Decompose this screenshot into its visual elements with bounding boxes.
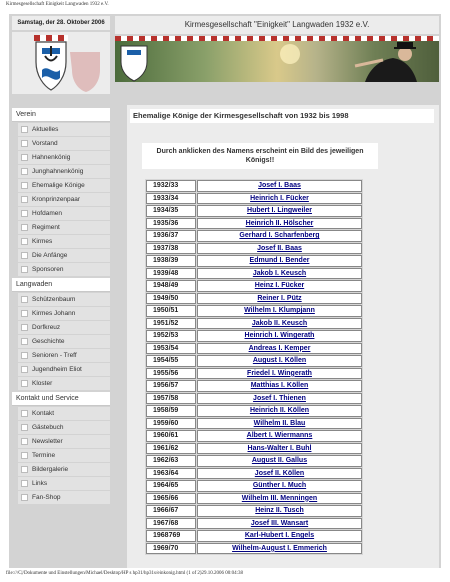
king-name-link[interactable]: Heinz I. Fücker	[254, 282, 305, 290]
king-name-cell	[197, 293, 362, 305]
king-name-cell	[197, 243, 362, 255]
bullet-icon	[21, 410, 28, 417]
king-name-cell	[197, 493, 362, 505]
page-container	[9, 14, 441, 568]
table-row	[146, 443, 362, 455]
king-name-cell	[197, 305, 362, 317]
reign-year: 1934/35	[146, 205, 196, 217]
king-name-cell	[197, 455, 362, 467]
king-name-link[interactable]: August II. Gallus	[251, 457, 308, 465]
bullet-icon	[21, 296, 28, 303]
reign-year: 1935/36	[146, 218, 196, 230]
nav-item-gaestebuch[interactable]: Gästebuch	[18, 421, 110, 434]
king-name-link[interactable]: Hans-Walter I. Buhl	[247, 444, 312, 452]
reign-year: 1962/63	[146, 455, 196, 467]
table-row	[146, 293, 362, 305]
bullet-icon	[21, 266, 28, 273]
king-name-cell	[197, 355, 362, 367]
king-name-cell	[197, 480, 362, 492]
reign-year: 1955/56	[146, 368, 196, 380]
reign-year: 1969/70	[146, 543, 196, 555]
table-row	[146, 455, 362, 467]
table-row	[146, 368, 362, 380]
main-content	[127, 105, 439, 568]
table-row	[146, 205, 362, 217]
king-name-link[interactable]: Matthias I. Köllen	[250, 382, 309, 390]
king-name-cell	[197, 430, 362, 442]
nav-item-aktuelles[interactable]: Aktuelles	[18, 123, 110, 136]
sidebar-nav	[12, 106, 110, 505]
table-row	[146, 380, 362, 392]
nav-item-kronprinzenpaar[interactable]: Kronprinzenpaar	[18, 193, 110, 206]
reign-year: 1953/54	[146, 343, 196, 355]
nav-item-links[interactable]: Links	[18, 477, 110, 490]
nav-item-regiment[interactable]: Regiment	[18, 221, 110, 234]
bullet-icon	[21, 480, 28, 487]
king-name-cell	[197, 205, 362, 217]
club-crest-icon	[12, 32, 110, 94]
king-name-link[interactable]: Edmund I. Bender	[249, 257, 310, 265]
reign-year: 1950/51	[146, 305, 196, 317]
reign-year: 1932/33	[146, 180, 196, 192]
nav-item-newsletter[interactable]: Newsletter	[18, 435, 110, 448]
nav-item-junghahnenkoenig[interactable]: Junghahnenkönig	[18, 165, 110, 178]
print-header: Kirmesgesellschaft Einigkeit Langwaden 1932 e.V.	[6, 2, 109, 7]
king-name-link[interactable]: Jakob I. Keusch	[252, 269, 307, 277]
reign-year: 1966/67	[146, 505, 196, 517]
king-name-cell	[197, 255, 362, 267]
king-name-link[interactable]: Heinrich I. Wingerath	[244, 332, 315, 340]
king-name-link[interactable]: Heinrich II. Köllen	[249, 407, 310, 415]
nav-section-langwaden	[12, 278, 110, 390]
table-row	[146, 393, 362, 405]
king-name-link[interactable]: Jakob II. Keusch	[251, 319, 308, 327]
king-name-link[interactable]: Heinrich I. Fücker	[250, 194, 309, 202]
table-row	[146, 493, 362, 505]
reign-year: 1948/49	[146, 280, 196, 292]
king-name-link[interactable]: Andreas I. Kemper	[248, 344, 311, 352]
reign-year: 1937/38	[146, 243, 196, 255]
reign-year: 1956/57	[146, 380, 196, 392]
nav-section-verein	[12, 108, 110, 276]
king-name-cell	[197, 518, 362, 530]
king-name-cell	[197, 468, 362, 480]
bullet-icon	[21, 168, 28, 175]
king-name-link[interactable]: Karl-Hubert I. Engels	[244, 532, 315, 540]
king-name-cell	[197, 405, 362, 417]
reign-year: 1949/50	[146, 293, 196, 305]
nav-section-title: Kontakt und Service	[12, 392, 110, 406]
nav-item-sponsoren[interactable]: Sponsoren	[18, 263, 110, 276]
nav-item-die-anfaenge[interactable]: Die Anfänge	[18, 249, 110, 262]
nav-item-ehemalige-koenige[interactable]: Ehemalige Könige	[18, 179, 110, 192]
reign-year: 1954/55	[146, 355, 196, 367]
king-name-cell	[197, 443, 362, 455]
nav-item-kirmes[interactable]: Kirmes	[18, 235, 110, 248]
nav-item-schuetzenbaum[interactable]: Schützenbaum	[18, 293, 110, 306]
king-name-cell	[197, 393, 362, 405]
bullet-icon	[21, 310, 28, 317]
king-name-link[interactable]: Wilhelm III. Menningen	[241, 494, 318, 502]
table-row	[146, 405, 362, 417]
current-date: Samstag, der 28. Oktober 2006	[12, 16, 110, 30]
site-title: Kirmesgesellschaft "Einigkeit" Langwaden 1932 e.V.	[115, 16, 439, 34]
nav-item-fan-shop[interactable]: Fan-Shop	[18, 491, 110, 504]
table-row	[146, 418, 362, 430]
bullet-icon	[21, 182, 28, 189]
bullet-icon	[21, 210, 28, 217]
king-name-link[interactable]: Hubert I. Lingweiler	[247, 207, 312, 215]
bullet-icon	[21, 224, 28, 231]
nav-item-dorfkreuz[interactable]: Dorfkreuz	[18, 321, 110, 334]
king-name-cell	[197, 343, 362, 355]
reign-year: 1939/48	[146, 268, 196, 280]
table-row	[146, 218, 362, 230]
king-name-link[interactable]: Günther I. Much	[252, 482, 307, 490]
king-name-cell	[197, 505, 362, 517]
king-name-link[interactable]: Heinz II. Tusch	[255, 507, 304, 515]
bullet-icon	[21, 452, 28, 459]
nav-item-geschichte[interactable]: Geschichte	[18, 335, 110, 348]
table-row	[146, 280, 362, 292]
reign-year: 1957/58	[146, 393, 196, 405]
table-row	[146, 430, 362, 442]
bullet-icon	[21, 352, 28, 359]
table-row	[146, 355, 362, 367]
king-name-cell	[197, 380, 362, 392]
reign-year: 1961/62	[146, 443, 196, 455]
nav-item-senioren-treff[interactable]: Senioren - Treff	[18, 349, 110, 362]
kings-table	[145, 179, 363, 555]
king-name-link[interactable]: Gerhard I. Scharfenberg	[239, 232, 320, 240]
king-name-link[interactable]: Heinrich II. Hölscher	[245, 219, 314, 227]
bullet-icon	[21, 252, 28, 259]
header-banner	[115, 36, 439, 82]
king-name-link[interactable]: Friedel I. Wingerath	[247, 369, 312, 377]
table-row	[146, 330, 362, 342]
reign-year: 1933/34	[146, 193, 196, 205]
bullet-icon	[21, 366, 28, 373]
table-row	[146, 243, 362, 255]
banner-photo-icon	[115, 36, 439, 82]
king-name-link[interactable]: Wilhelm I. Klumpjann	[244, 307, 315, 315]
king-name-cell	[197, 368, 362, 380]
reign-year: 1965/66	[146, 493, 196, 505]
reign-year: 1967/68	[146, 518, 196, 530]
nav-item-termine[interactable]: Termine	[18, 449, 110, 462]
nav-item-bildergalerie[interactable]: Bildergalerie	[18, 463, 110, 476]
king-name-cell	[197, 218, 362, 230]
bullet-icon	[21, 424, 28, 431]
print-footer: file:///C|/Dokumente und Einstellungen/Michael/Desktop/HP s hp31/hp31s/einkonig.html (1 of 2)29.10.2006 00:04:38	[6, 571, 244, 576]
bullet-icon	[21, 338, 28, 345]
bullet-icon	[21, 154, 28, 161]
reign-year: 1963/64	[146, 468, 196, 480]
bullet-icon	[21, 466, 28, 473]
king-name-cell	[197, 280, 362, 292]
nav-item-kloster[interactable]: Kloster	[18, 377, 110, 390]
bullet-icon	[21, 324, 28, 331]
nav-section-title: Verein	[12, 108, 110, 122]
reign-year: 1960/61	[146, 430, 196, 442]
king-name-cell	[197, 330, 362, 342]
table-row	[146, 518, 362, 530]
nav-section-title: Langwaden	[12, 278, 110, 292]
nav-item-kontakt[interactable]: Kontakt	[18, 407, 110, 420]
table-row	[146, 305, 362, 317]
table-row	[146, 530, 362, 542]
nav-item-vorstand[interactable]: Vorstand	[18, 137, 110, 150]
king-name-cell	[197, 268, 362, 280]
bullet-icon	[21, 380, 28, 387]
club-logo[interactable]	[12, 32, 110, 94]
nav-item-hahnenkoenig[interactable]: Hahnenkönig	[18, 151, 110, 164]
king-name-link[interactable]: Josef I. Baas	[258, 182, 301, 190]
table-row	[146, 180, 362, 192]
nav-section-kontakt	[12, 392, 110, 504]
nav-item-jugendheim-eliot[interactable]: Jugendheim Eliot	[18, 363, 110, 376]
bullet-icon	[21, 238, 28, 245]
reign-year: 1952/53	[146, 330, 196, 342]
nav-item-kirmes-johann[interactable]: Kirmes Johann	[18, 307, 110, 320]
bullet-icon	[21, 494, 28, 501]
table-row	[146, 318, 362, 330]
king-name-link[interactable]: Wilhelm II. Blau	[253, 419, 306, 427]
table-row	[146, 480, 362, 492]
reign-year: 1951/52	[146, 318, 196, 330]
reign-year: 1968769	[146, 530, 196, 542]
king-name-cell	[197, 318, 362, 330]
table-row	[146, 193, 362, 205]
bullet-icon	[21, 126, 28, 133]
table-row	[146, 230, 362, 242]
nav-item-hofdamen[interactable]: Hofdamen	[18, 207, 110, 220]
reign-year: 1958/59	[146, 405, 196, 417]
king-name-link[interactable]: Reiner I. Pütz	[257, 294, 302, 302]
king-name-cell	[197, 193, 362, 205]
king-name-link[interactable]: Albert I. Wiermanns	[246, 432, 313, 440]
table-row	[146, 543, 362, 555]
king-name-link[interactable]: Wilhelm-August I. Emmerich	[232, 544, 327, 552]
reign-year: 1938/39	[146, 255, 196, 267]
table-row	[146, 343, 362, 355]
bullet-icon	[21, 140, 28, 147]
king-name-cell	[197, 543, 362, 555]
page-title: Ehemalige Könige der Kirmesgesellschaft von 1932 bis 1998	[130, 109, 434, 123]
table-row	[146, 255, 362, 267]
king-name-link[interactable]: Josef II. Baas	[257, 244, 302, 252]
king-name-link[interactable]: August I. Köllen	[252, 357, 307, 365]
king-name-cell	[197, 180, 362, 192]
king-name-cell	[197, 418, 362, 430]
table-row	[146, 468, 362, 480]
bullet-icon	[21, 438, 28, 445]
king-name-cell	[197, 530, 362, 542]
reign-year: 1959/60	[146, 418, 196, 430]
bullet-icon	[21, 196, 28, 203]
instruction-text: Durch anklicken des Namens erscheint ein Bild des jeweiligen Königs!!	[142, 143, 378, 169]
king-name-link[interactable]: Josef II. Köllen	[254, 469, 305, 477]
reign-year: 1964/65	[146, 480, 196, 492]
table-row	[146, 268, 362, 280]
king-name-link[interactable]: Josef I. Thienen	[253, 394, 306, 402]
king-name-link[interactable]: Josef III. Wansart	[250, 519, 309, 527]
reign-year: 1936/37	[146, 230, 196, 242]
table-row	[146, 505, 362, 517]
king-name-cell	[197, 230, 362, 242]
